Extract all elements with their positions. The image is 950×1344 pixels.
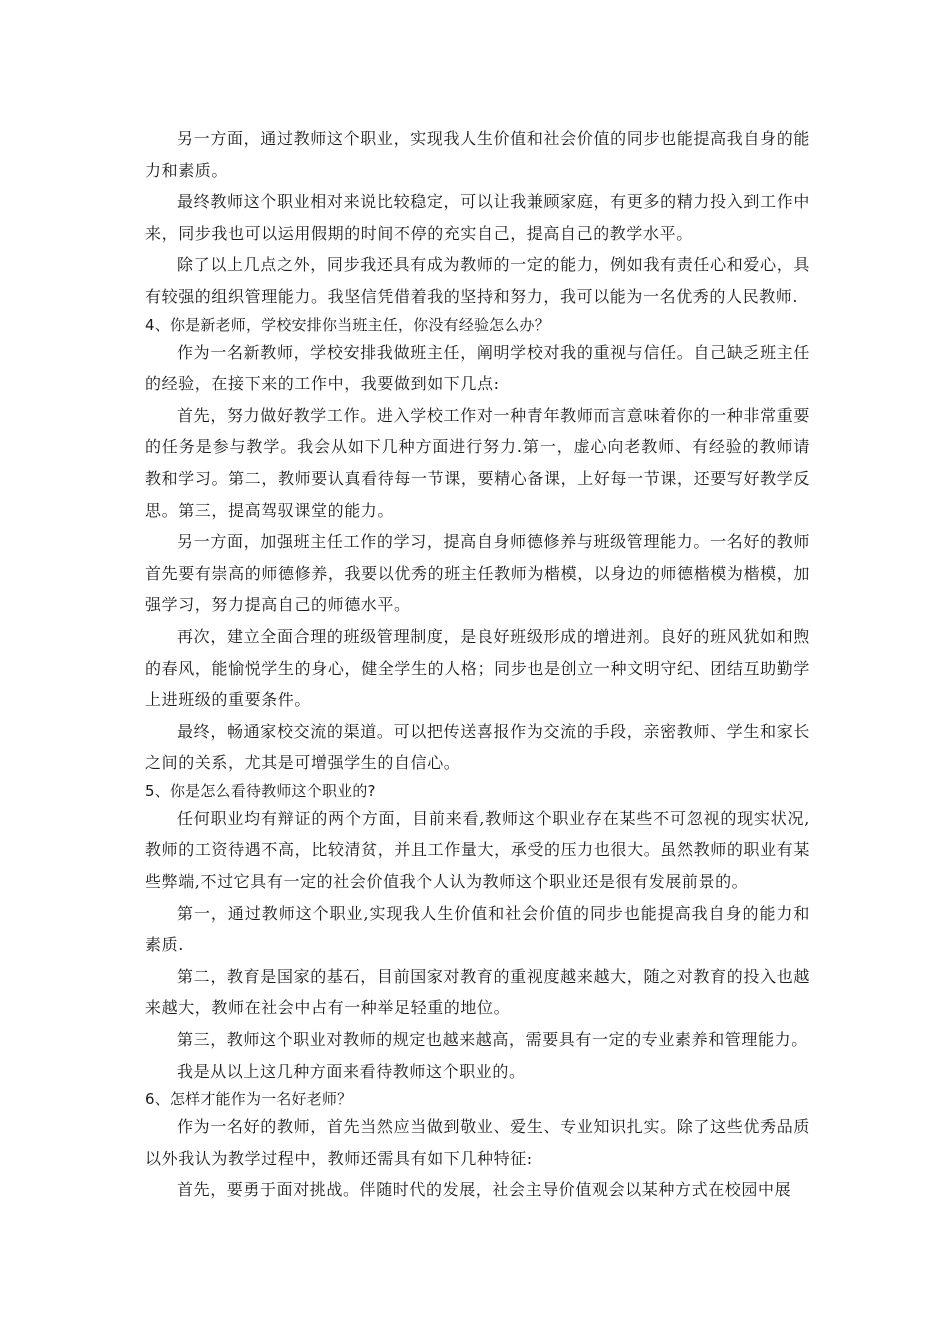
question-heading: 6、怎样才能作为一名好老师？ — [145, 1090, 353, 1109]
paragraph: 再次，建立全面合理的班级管理制度，是良好班级形成的增进剂。良好的班风犹如和煦的春风，能愉悦学生的身心，健全学生的人格；同步也是创立一种文明守纪、团结互助勤学上进班级的重要条件。 — [145, 626, 810, 710]
paragraph: 首先，要勇于面对挑战。伴随时代的发展，社会主导价值观会以某种方式在校园中展 — [177, 1180, 792, 1200]
paragraph: 另一方面，加强班主任工作的学习，提高自身师德修养与班级管理能力。一名好的教师首先要有崇高的师德修养，我要以优秀的班主任教师为楷模，以身边的师德楷模为楷模，加强学习，努力提高自己的师德水平。 — [145, 532, 810, 615]
question-heading: 4、你是新老师，学校安排你当班主任，你没有经验怎么办？ — [145, 315, 550, 334]
question-heading: 5、你是怎么看待教师这个职业的? — [145, 781, 376, 800]
paragraph: 第三，教师这个职业对教师的规定也越来越高，需要具有一定的专业素养和管理能力。 — [177, 1030, 808, 1050]
paragraph: 作为一名新教师，学校安排我做班主任，阐明学校对我的重视与信任。自己缺乏班主任的经验，在接下来的工作中，我要做到如下几点: — [145, 342, 810, 394]
paragraph: 除了以上几点之外，同步我还具有成为教师的一定的能力，例如我有责任心和爱心，具有较强的组织管理能力。我坚信凭借着我的坚持和努力，我可以能为一名优秀的人民教师. — [145, 255, 810, 306]
paragraph: 任何职业均有辩证的两个方面，目前来看,教师这个职业存在某些不可忽视的现实状况,教师的工资待遇不高，比较清贫，并且工作量大，承受的压力也很大。虽然教师的职业有某些弊端,不过它具有一定的社会价值我个人认为教师这个职业还是很有发展前景的。 — [145, 808, 810, 892]
paragraph: 最终，畅通家校交流的渠道。可以把传送喜报作为交流的手段，亲密教师、学生和家长之间的关系，尤其是可增强学生的自信心。 — [145, 721, 810, 773]
paragraph: 第一，通过教师这个职业,实现我人生价值和社会价值的同步也能提高我自身的能力和素质. — [145, 903, 810, 955]
paragraph: 首先，努力做好教学工作。进入学校工作对一种青年教师而言意味着你的一种非常重要的任务是参与教学。我会从如下几种方面进行努力.第一，虚心向老教师、有经验的教师请教和学习。第二，教师要认真看待每一节课，要精心备课，上好每一节课，还要写好教学反思。第三，提高驾驭课堂的能力。 — [145, 405, 810, 520]
paragraph: 第二，教育是国家的基石，目前国家对教育的重视度越来越大，随之对教育的投入也越来越大，教师在社会中占有一种举足轻重的地位。 — [145, 966, 810, 1018]
paragraph: 另一方面，通过教师这个职业，实现我人生价值和社会价值的同步也能提高我自身的能力和素质。 — [145, 129, 810, 180]
paragraph: 我是从以上这几种方面来看待教师这个职业的。 — [177, 1061, 526, 1081]
paragraph: 作为一名好的教师，首先当然应当做到敬业、爱生、专业知识扎实。除了这些优秀品质以外我认为教学过程中，教师还需具有如下几种特征: — [145, 1117, 810, 1168]
document-body — [145, 123, 810, 1206]
paragraph: 最终教师这个职业相对来说比较稳定，可以让我兼顾家庭，有更多的精力投入到工作中来，同步我也可以运用假期的时间不停的充实自己，提高自己的教学水平。 — [145, 192, 810, 243]
